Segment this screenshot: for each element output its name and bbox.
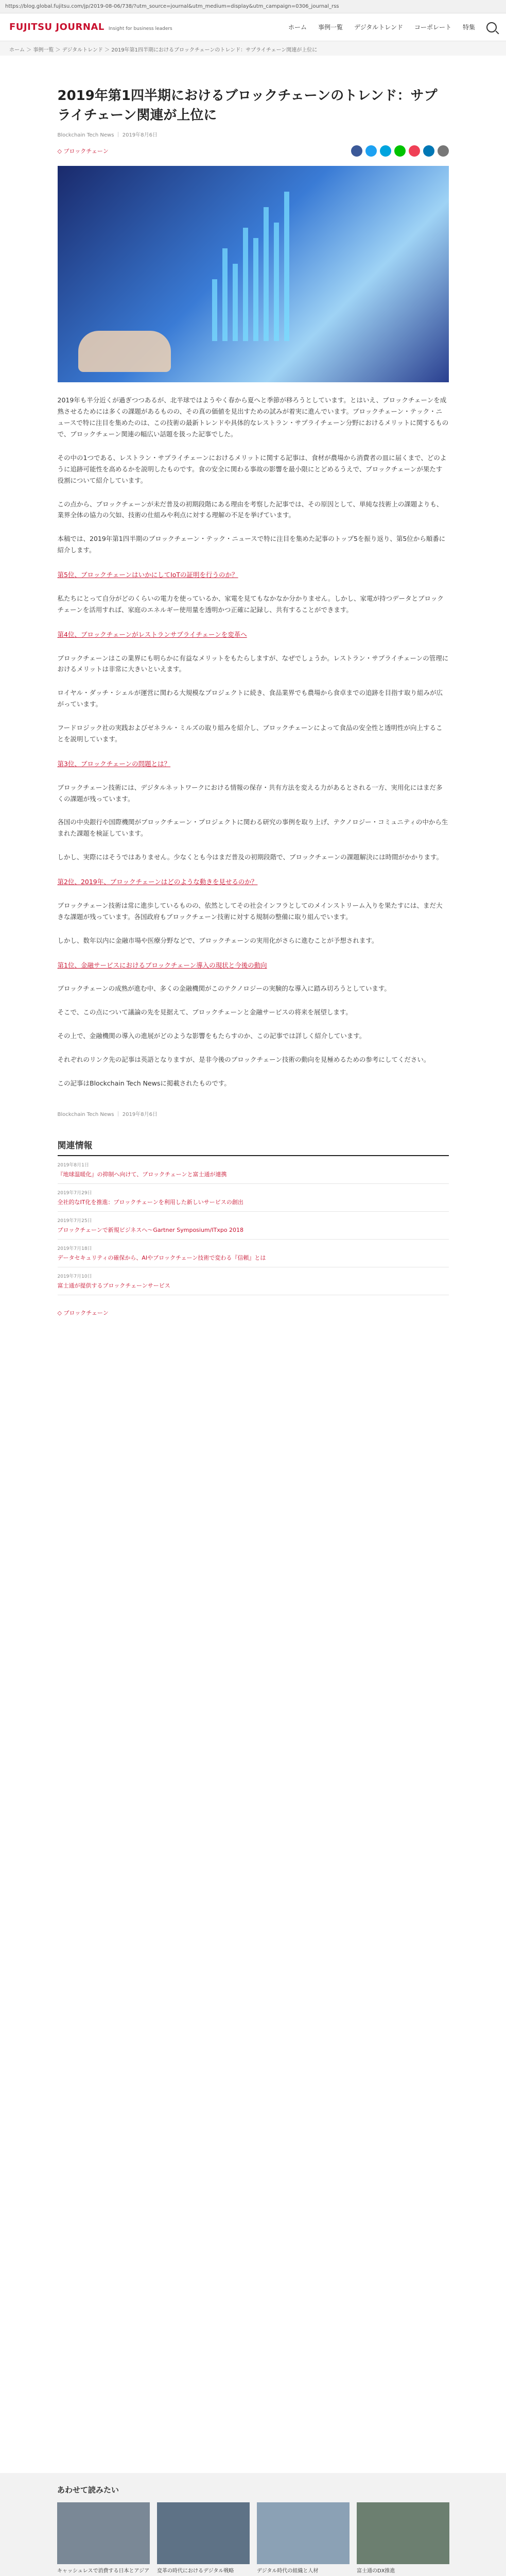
recommended-card[interactable]: 変革の時代におけるデジタル戦略 [157,2502,250,2576]
paragraph: その中の1つである、レストラン・サプライチェーンにおけるメリットに関する記事は、食材が農場から消費者の皿に届くまで、どのように追跡可能性を高めるかを説明したものです。食の安全に関わる事故の影響を最小限にとどめるうえで、ブロックチェーンが果たす役割について紹介しています。 [57,453,447,484]
nav-corporate[interactable]: コーポレート [414,24,451,31]
paragraph: 各国の中央銀行や国際機関がブロックチェーン・プロジェクトに関わる研究の事例を取り上げ、テクノロジー・コミュニティの中から生まれた課題を検証しています。 [57,818,448,838]
nav-digital-trend[interactable]: デジタルトレンド [354,24,403,31]
section-heading-1 [58,960,449,971]
nav-feature[interactable]: 特集 [462,24,475,31]
page-title: 2019年第1四半期におけるブロックチェーンのトレンド：サプライチェーン関連が上位に [57,88,438,123]
section-heading-5 [58,569,449,581]
section-link-3[interactable]: 第3位、ブロックチェーンの問題とは？ [57,759,171,768]
paragraph: 本稿では、2019年第1四半期のブロックチェーン・テック・ニュースで特に注目を集めた記事のトップ5を振り返り、第5位から順番に紹介します。 [57,535,446,554]
section-link-5[interactable]: 第5位、ブロックチェーンはいかにしてIoTの証明を行うのか？ [57,571,238,579]
section-link-1[interactable]: 第1位、金融サービスにおけるブロックチェーン導入の現状と今後の動向 [57,961,267,969]
nav-cases[interactable]: 事例一覧 [318,24,343,31]
paragraph: ブロックチェーン技術には、デジタルネットワークにおける情報の保存・共有方法を変える力があるとされる一方、実用化にはまだ多くの課題が残っています。 [57,783,443,803]
source-note: この記事はBlockchain Tech Newsに掲載されたものです。 [57,1079,231,1087]
paragraph: この点から、ブロックチェーンが未だ普及の初期段階にある理由を考察した記事では、その原因として、単純な技術上の課題よりも、業界全体の協力の欠如、技術の仕組みや利点に対する理解の不足を挙げています。 [57,500,443,519]
related-heading: 関連情報 [58,1138,449,1156]
mail-icon[interactable] [438,145,449,157]
section-link-2[interactable]: 第2位、2019年、ブロックチェーンはどのような動きを見せるのか？ [57,878,258,886]
paragraph: ロイヤル・ダッチ・シェルが運営に関わる大規模なプロジェクトに続き、食品業界でも農場から食卓までの追跡を目指す取り組みが広がっています。 [57,689,443,708]
paragraph: ブロックチェーンはこの業界にも明らかに有益なメリットをもたらしますが、なぜでしょうか。レストラン・サプライチェーンの管理におけるメリットは非常に大きいといえます。 [57,654,449,673]
pocket-icon[interactable] [409,145,420,157]
section-heading-2 [58,876,449,888]
paragraph: 2019年も半分近くが過ぎつつあるが、北半球ではようやく春から夏へと季節が移ろうとしています。とはいえ、ブロックチェーンを成熟させるためには多くの課題があるものの、その真の価値を見出すための試みが着実に進んでいます。ブロックチェーン・テック・ニュースで特に注目を集めたのは、この技術の最新トレンドや具体的なレストラン・サプライチェーン分野におけるメリットに関するもので、ブロックチェーン関連の幅広い話題を扱った記事でした。 [57,396,449,438]
hatena-icon[interactable] [380,145,391,157]
paragraph: ブロックチェーン技術は常に進歩しているものの、依然としてその社会インフラとしてのメインストリーム入りを果たすには、まだ大きな課題が残っています。各国政府もブロックチェーン技術に対する規制の整備に取り組んでいます。 [57,901,443,921]
url-bar[interactable]: https://blog.global.fujitsu.com/jp/2019-08-06/738/?utm_source=journal&utm_medium=display&utm_campaign=0306_journal_rss [0,0,506,13]
tag-link[interactable]: ◇ ブロックチェーン [57,148,109,155]
paragraph: しかし、数年以内に金融市場や医療分野などで、ブロックチェーンの実用化がさらに進むことが予想されます。 [57,936,378,944]
paragraph: 私たちにとって自分がどのくらいの電力を使っているか、家電を見てもなかなか分かりません。しかし、家電が持つデータとブロックチェーンを活用すれば、家庭のエネルギー使用量を透明かつ正確に記録し、共有することができます。 [57,594,444,614]
recommended-section [0,2473,506,2576]
recommended-heading: あわせて読みたい [57,2485,119,2495]
recommended-card[interactable]: デジタル時代の組織と人材 [257,2502,350,2576]
section-link-4[interactable]: 第4位、ブロックチェーンがレストランサプライチェーンを変革へ [57,630,247,638]
recommended-card[interactable]: キャッシュレスで消費する日本とアジア [57,2502,150,2576]
site-header [0,13,506,41]
related-item[interactable]: 2019年7月18日 データセキュリティの確保から、AIやブロックチェーン技術で変わる『信頼』とは [58,1240,449,1267]
paragraph: フードロジック社の実践およびゼネラル・ミルズの取り組みを紹介し、ブロックチェーンによって食品の安全性と透明性が向上することを説明しています。 [57,724,443,743]
related-item[interactable]: 2019年7月10日 富士通が提供するブロックチェーンサービス [58,1267,449,1295]
related-tag-link[interactable]: ◇ ブロックチェーン [57,1309,109,1316]
global-nav [288,20,475,35]
paragraph: それぞれのリンク先の記事は英語となりますが、是非今後のブロックチェーン技術の動向を見極めるための参考にしてください。 [57,1056,430,1063]
paragraph: そこで、この点について議論の先を見据えて、ブロックチェーンと金融サービスの将来を展望します。 [57,1008,352,1016]
related-info [58,1138,449,1317]
breadcrumb: ホーム ＞ 事例一覧 ＞ デジタルトレンド ＞ 2019年第1四半期におけるブロックチェーンのトレンド：サプライチェーン関連が上位に [0,41,506,56]
paragraph: ブロックチェーンの成熟が進む中、多くの金融機関がこのテクノロジーの実験的な導入に踏み切ろうとしています。 [57,985,391,993]
section-heading-4 [58,629,449,640]
facebook-icon[interactable] [351,145,362,157]
site-logo[interactable]: FUJITSU JOURNAL Insight for business leaders [9,22,172,32]
article [58,87,449,1317]
related-item[interactable]: 2019年7月25日 ブロックチェーンで新規ビジネスへ～Gartner Symposium/ITxpo 2018 [58,1212,449,1240]
hero-image [58,166,449,382]
paragraph: しかし、実際にはそうではありません。少なくとも今はまだ普及の初期段階で、ブロックチェーンの課題解決には時間がかかります。 [57,853,443,861]
article-author: Blockchain Tech News ｜ 2019年8月6日 [57,1111,158,1117]
search-icon[interactable] [486,22,497,32]
twitter-icon[interactable] [365,145,377,157]
related-item[interactable]: 2019年7月29日 全社的なIT化を推進：ブロックチェーンを利用した新しいサービスの創出 [58,1184,449,1212]
paragraph: その上で、金融機関の導入の進展がどのような影響をもたらすのか、この記事では詳しく紹介しています。 [57,1032,366,1040]
related-item[interactable]: 2019年8月1日 『地球温暖化』の抑制へ向けて、ブロックチェーンと富士通が連携 [58,1156,449,1184]
recommended-card[interactable]: 富士通のDX推進 [357,2502,449,2576]
share-buttons [351,145,449,157]
linkedin-icon[interactable] [423,145,434,157]
section-heading-3 [58,758,449,770]
nav-home[interactable]: ホーム [288,24,307,31]
article-meta: Blockchain Tech News ｜ 2019年8月6日 [57,132,158,139]
line-icon[interactable] [394,145,406,157]
